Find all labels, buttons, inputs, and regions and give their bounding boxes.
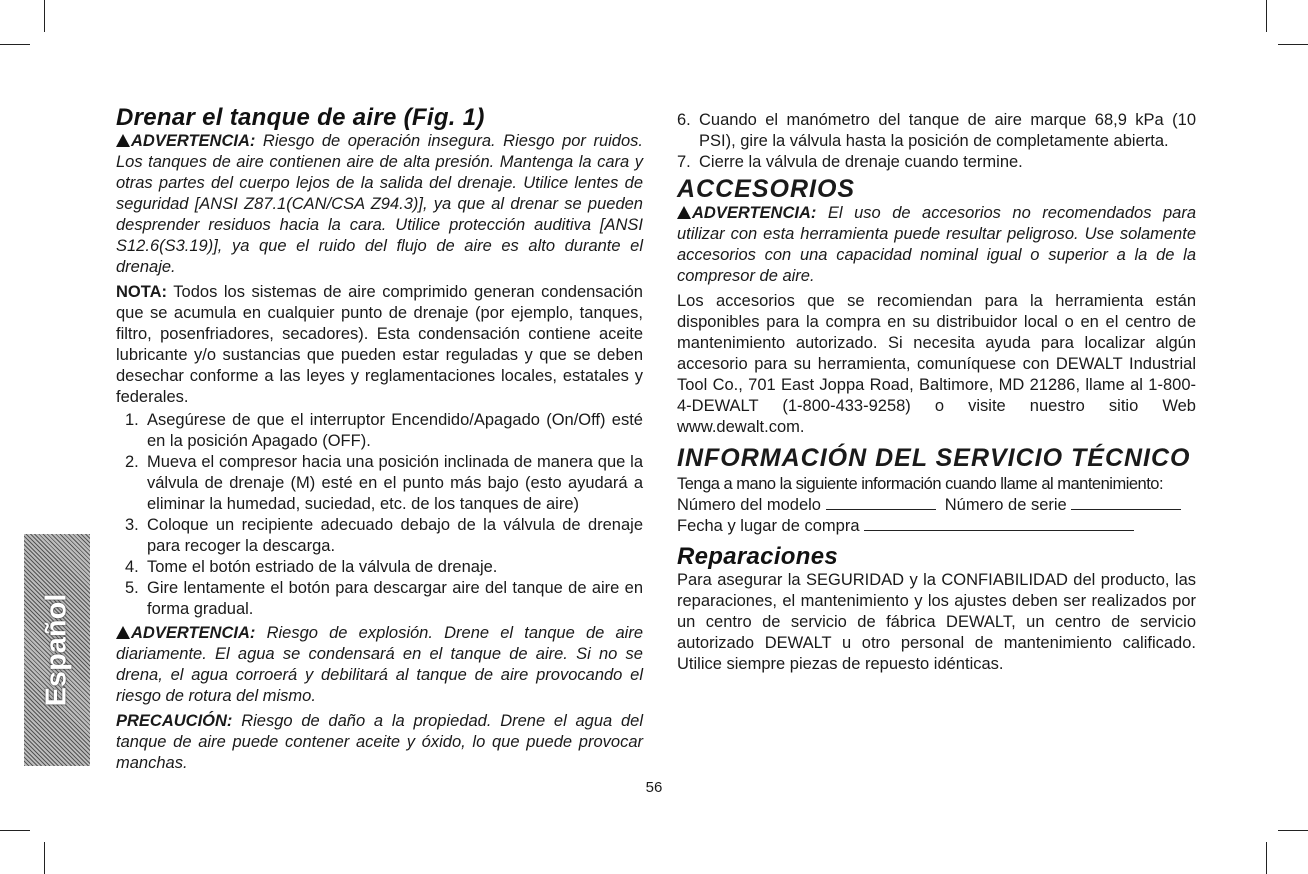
- date-label: Fecha y lugar de compra: [677, 517, 860, 535]
- caution-paragraph: [116, 711, 643, 774]
- step-number: 1.: [125, 411, 139, 429]
- note-paragraph: [116, 282, 643, 408]
- list-item: [116, 578, 643, 620]
- warning-label: ADVERTENCIA:: [692, 204, 817, 222]
- crop-mark: [44, 0, 45, 32]
- drain-steps-list: [116, 410, 643, 620]
- warning-triangle-icon: [116, 134, 130, 147]
- repairs-paragraph: Para asegurar la SEGURIDAD y la CONFIABILIDAD del producto, las reparaciones, el mantenimiento y los ajustes deben ser realizados por un centro de servicio de fábrica DEWALT, un centro de servicio autorizado DEWALT u otro personal de mantenimiento calificado. Utilice siempre piezas de repuesto idénticas.: [677, 571, 1196, 673]
- section-heading-repairs: Reparaciones: [677, 543, 839, 570]
- list-item: [116, 557, 643, 578]
- step-text: Cierre la válvula de drenaje cuando termine.: [699, 153, 1023, 171]
- crop-mark: [1278, 830, 1308, 831]
- date-blank: [864, 516, 1134, 531]
- model-label: Número del modelo: [677, 496, 821, 514]
- warning-triangle-icon: [677, 206, 691, 219]
- accessories-paragraph: Los accesorios que se recomiendan para la herramienta están disponibles para la compra en su distribuidor local o en el centro de mantenimiento autorizado. Si necesita ayuda para localizar algún accesorio para su herramienta, comuníquese con DEWALT Industrial Tool Co., 701 East Joppa Road, Baltimore, MD 21286, llame al 1-800-4-DEWALT (1-800-433-9258) o visite nuestro sitio Web www.dewalt.com.: [677, 292, 1196, 436]
- caution-text: Riesgo de daño a la propiedad. Drene el agua del tanque de aire puede contener aceite y óxido, lo que puede provocar manchas.: [116, 712, 643, 772]
- step-number: 4.: [125, 558, 139, 576]
- service-intro: Tenga a mano la siguiente información cuando llame al mantenimiento:: [677, 475, 1164, 493]
- crop-mark: [0, 830, 30, 831]
- model-serial-line: [677, 495, 1196, 516]
- warning-label: ADVERTENCIA:: [131, 624, 256, 642]
- section-heading-drain: Drenar el tanque de aire (Fig. 1): [116, 104, 485, 131]
- serial-blank: [1071, 495, 1181, 510]
- list-item: [116, 410, 643, 452]
- model-blank: [826, 495, 936, 510]
- right-column: [677, 110, 1196, 675]
- warning-paragraph-1: [116, 131, 643, 278]
- page-number: 56: [645, 779, 663, 796]
- step-number: 2.: [125, 453, 139, 471]
- date-line: [677, 516, 1196, 537]
- step-number: 3.: [125, 516, 139, 534]
- list-item: [116, 515, 643, 557]
- list-item: [116, 452, 643, 515]
- warning-paragraph-2: [116, 623, 643, 707]
- language-tab: [24, 534, 90, 766]
- serial-label: Número de serie: [944, 496, 1067, 514]
- section-heading-accessories: ACCESORIOS: [677, 175, 856, 203]
- note-label: NOTA:: [116, 283, 168, 301]
- crop-mark: [1266, 0, 1267, 32]
- list-item: [677, 110, 1196, 152]
- caution-label: PRECAUCIÓN:: [116, 712, 233, 730]
- note-text: Todos los sistemas de aire comprimido generan condensación que se acumula en cualquier punto de drenaje (por ejemplo, tanques, filtro, posenfriadores, secadores). Esta condensación contiene aceite lubricante y/o sustancias que pueden estar reguladas y que se deben desechar conforme a las leyes y reglamentaciones locales, estatales y federales.: [116, 283, 643, 406]
- section-heading-service: INFORMACIÓN DEL SERVICIO TÉCNICO: [677, 444, 1191, 472]
- crop-mark: [1266, 842, 1267, 874]
- step-text: Cuando el manómetro del tanque de aire marque 68,9 kPa (10 PSI), gire la válvula hasta la posición de completamente abierta.: [699, 111, 1196, 150]
- list-item: [677, 152, 1196, 173]
- step-text: Tome el botón estriado de la válvula de drenaje.: [147, 558, 498, 576]
- crop-mark: [0, 44, 30, 45]
- warning-text: El uso de accesorios no recomendados para utilizar con esta herramienta puede resultar peligroso. Use solamente accesorios con una capacidad nominal igual o superior a la de la compresor de aire.: [677, 204, 1196, 285]
- warning-label: ADVERTENCIA:: [131, 132, 256, 150]
- accessories-warning: [677, 203, 1196, 287]
- warning-text: Riesgo de explosión. Drene el tanque de aire diariamente. El agua se condensará en el tanque de aire. Si no se drena, el agua corroerá y debilitará al tanque de aire provocando el riesgo de rotura del mismo.: [116, 624, 643, 705]
- language-tab-label: Español: [40, 593, 73, 707]
- step-number: 6.: [677, 111, 691, 129]
- drain-steps-list-continued: [677, 110, 1196, 173]
- step-text: Asegúrese de que el interruptor Encendido/Apagado (On/Off) esté en la posición Apagado (OFF).: [147, 411, 643, 450]
- left-column: [116, 104, 643, 774]
- step-number: 5.: [125, 579, 139, 597]
- step-text: Mueva el compresor hacia una posición inclinada de manera que la válvula de drenaje (M) esté en el punto más bajo (esto ayudará a eliminar la humedad, suciedad, etc. de los tanques de aire): [147, 453, 643, 513]
- warning-triangle-icon: [116, 626, 130, 639]
- step-number: 7.: [677, 153, 691, 171]
- crop-mark: [1278, 44, 1308, 45]
- crop-mark: [44, 842, 45, 874]
- step-text: Gire lentamente el botón para descargar aire del tanque de aire en forma gradual.: [147, 579, 643, 618]
- step-text: Coloque un recipiente adecuado debajo de la válvula de drenaje para recoger la descarga.: [147, 516, 643, 555]
- warning-text: Riesgo de operación insegura. Riesgo por ruidos. Los tanques de aire contienen aire de alta presión. Mantenga la cara y otras partes del cuerpo lejos de la salida del drenaje. Utilice lentes de seguridad [ANSI Z87.1(CAN/CSA Z94.3)], ya que al drenar se pueden desprender residuos hacia la cara. Utilice protección auditiva [ANSI S12.6(S3.19)], ya que el ruido del flujo de aire es alto durante el drenaje.: [116, 132, 643, 276]
